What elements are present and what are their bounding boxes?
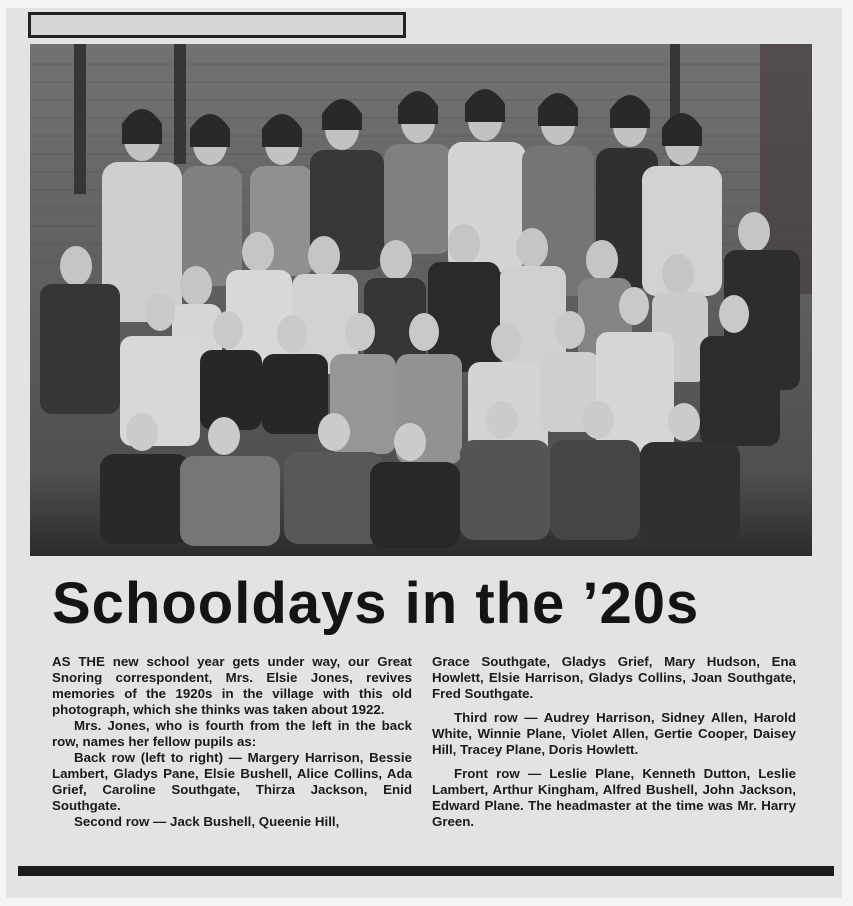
third-row-names: Third row — Audrey Harrison, Sidney Allen, Harold White, Winnie Plane, Violet Allen, Gertie Cooper, Daisey Hill, Tracey Plane, Doris Howlett.	[432, 710, 796, 757]
article-right-column	[432, 654, 796, 830]
intro-paragraph: AS THE new school year gets under way, our Great Snoring correspondent, Mrs. Elsie Jones, revives memories of the 1920s in the village with this old photograph, which she thinks was taken about 1922.	[52, 654, 412, 717]
attribution-paragraph: Mrs. Jones, who is fourth from the left in the back row, names her fellow pupils as:	[52, 718, 412, 749]
article-left-column	[52, 654, 412, 830]
headline: Schooldays in the ’20s	[52, 571, 700, 636]
bottom-rule	[18, 866, 834, 876]
front-row-names: Front row — Leslie Plane, Kenneth Dutton, Leslie Lambert, Arthur Kingham, Alfred Bushell, John Jackson, Edward Plane. The headmaster at the time was Mr. Harry Green.	[432, 766, 796, 829]
previous-article-edge	[28, 12, 406, 38]
class-photograph-art	[30, 44, 812, 556]
second-row-names-start: Second row — Jack Bushell, Queenie Hill,	[74, 814, 340, 829]
second-row-names-end: Grace Southgate, Gladys Grief, Mary Hudson, Ena Howlett, Elsie Harrison, Gladys Collins, Joan Southgate, Fred Southgate.	[432, 654, 796, 701]
class-photograph	[30, 44, 812, 556]
back-row-names: Back row (left to right) — Margery Harrison, Bessie Lambert, Gladys Pane, Elsie Bushell, Alice Collins, Ada Grief, Caroline Southgate, Thirza Jackson, Enid Southgate.	[52, 750, 412, 813]
